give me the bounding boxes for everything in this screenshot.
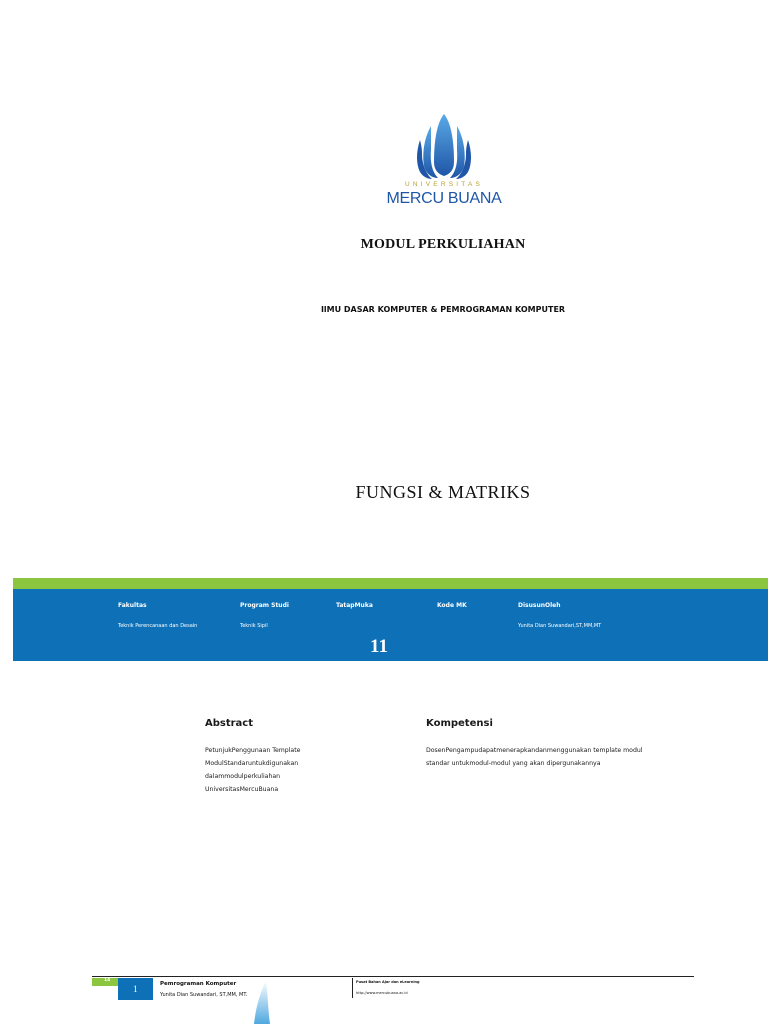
value-program-studi: Teknik Sipil xyxy=(240,623,268,629)
header-tatap-muka: TatapMuka xyxy=(336,602,373,609)
kompetensi-line: standar untukmodul-modul yang akan dipergunakannya xyxy=(426,760,601,767)
value-tatap-muka: 11 xyxy=(370,636,388,657)
header-program-studi: Program Studi xyxy=(240,602,289,609)
logo-name-text: MERCU BUANA xyxy=(386,190,502,207)
footer-author: Yunita Dian Suwandari, ST,MM, MT. xyxy=(160,992,248,998)
kompetensi-line: DosenPengampudapatmenerapkandanmenggunakan template modul xyxy=(426,747,643,754)
abstract-line: dalammodulperkuliahan xyxy=(205,773,281,780)
footer-course: Pemrograman Komputer xyxy=(160,981,237,987)
header-kode-mk: Kode MK xyxy=(437,602,467,609)
abstract-line: UniversitasMercuBuana xyxy=(205,786,279,793)
footer-wave-decoration-icon xyxy=(248,980,278,1024)
module-topic: FUNGSI & MATRIKS xyxy=(355,482,531,502)
footer-page-box xyxy=(118,978,153,1000)
info-band xyxy=(13,589,768,661)
footer-page-number: 1 xyxy=(133,984,138,994)
band-green-stripe xyxy=(13,578,768,589)
value-fakultas: Teknik Perencanaan dan Desain xyxy=(118,623,198,629)
abstract-line: PetunjukPenggunaan Template xyxy=(205,747,301,754)
footer-divider xyxy=(92,976,694,977)
header-fakultas: Fakultas xyxy=(118,602,147,609)
kompetensi-title: Kompetensi xyxy=(426,718,493,729)
value-disusun-oleh: Yunita Dian Suwandari,ST,MM,MT xyxy=(518,623,602,629)
abstract-title: Abstract xyxy=(205,718,254,729)
logo-university-text: UNIVERSITAS xyxy=(404,181,484,188)
footer-separator xyxy=(352,978,353,998)
module-title: MODUL PERKULIAHAN xyxy=(360,237,526,252)
footer-badge-text: 14 xyxy=(104,978,111,983)
header-disusun-oleh: DisusunOleh xyxy=(518,602,561,609)
footer-center: Pusat Bahan Ajar dan eLearning xyxy=(356,980,420,984)
abstract-line: ModulStandaruntukdigunakan xyxy=(205,760,299,767)
kompetensi-text xyxy=(426,744,643,770)
abstract-text xyxy=(205,744,300,796)
course-subject: IlMU DASAR KOMPUTER & PEMROGRAMAN KOMPUTER xyxy=(320,305,566,314)
footer-url: http://www.mercubuana.ac.id xyxy=(356,991,408,995)
